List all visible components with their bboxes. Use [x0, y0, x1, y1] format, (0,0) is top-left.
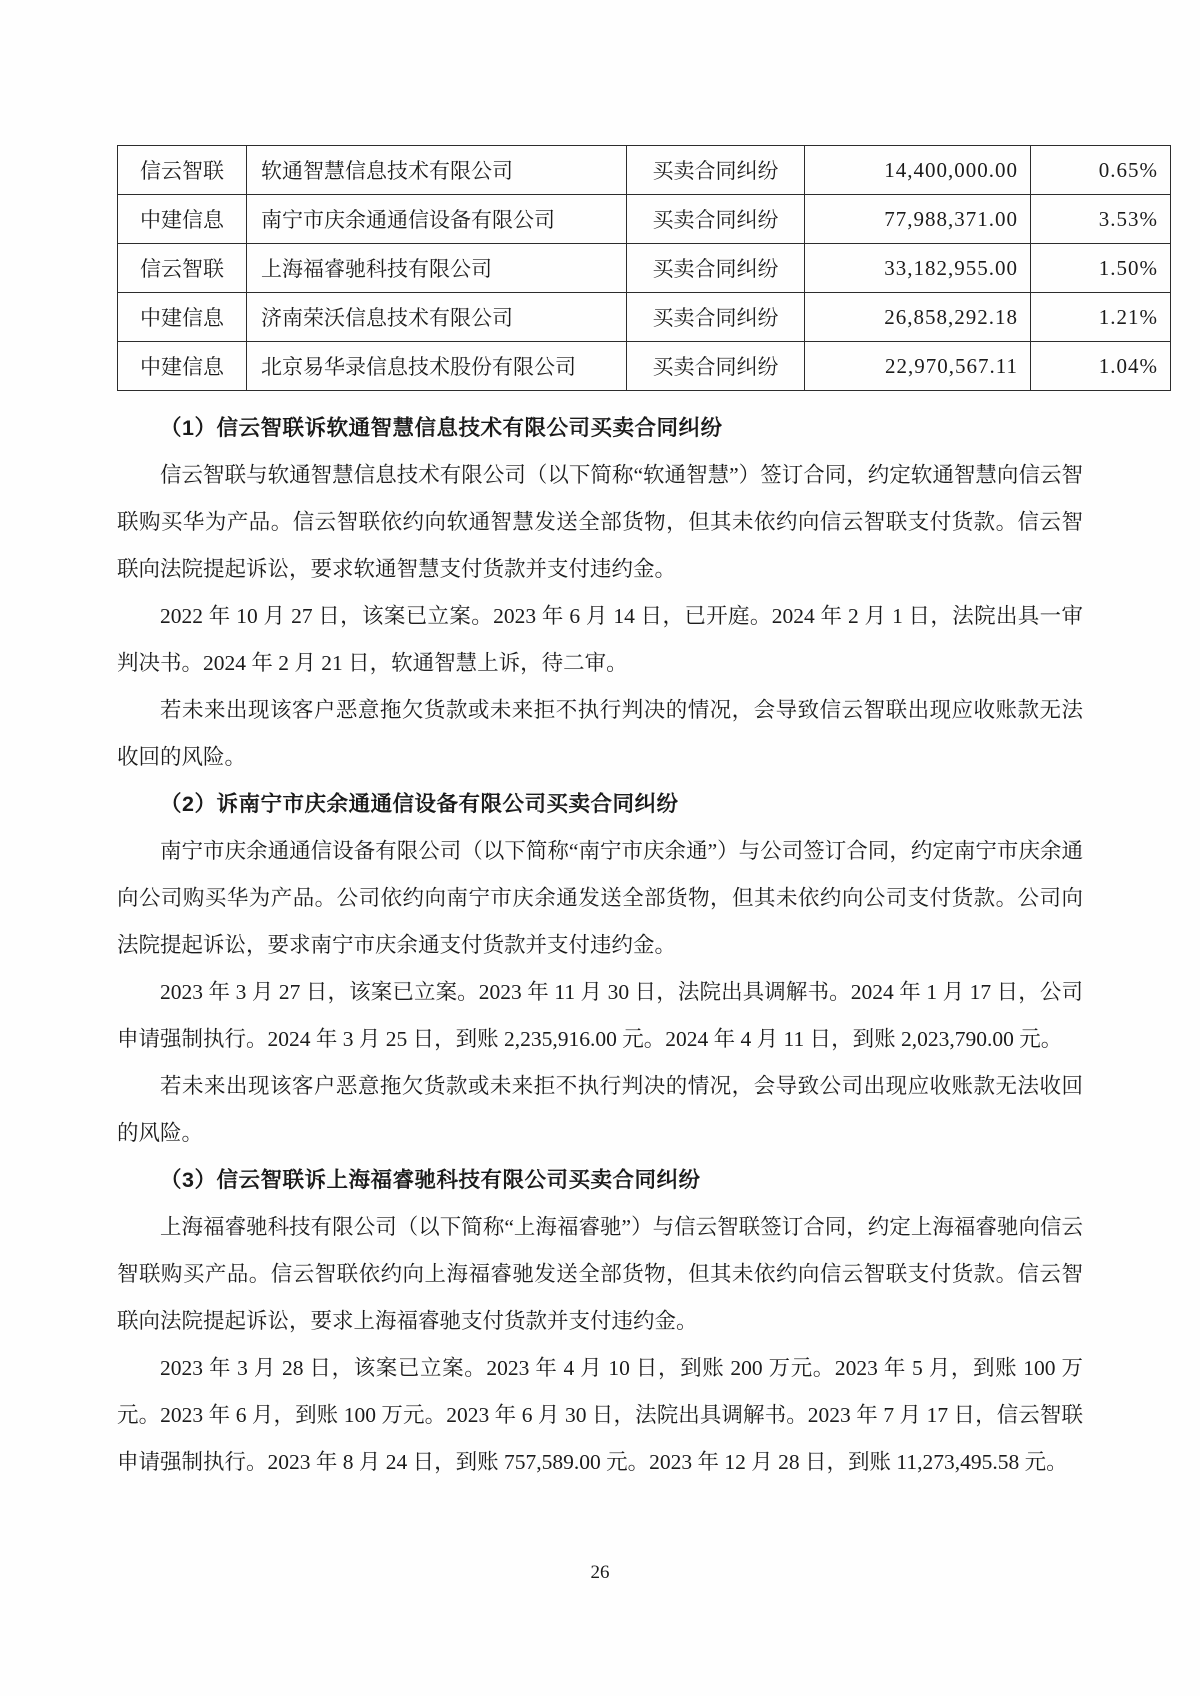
cell-percent: 0.65%	[1031, 146, 1171, 195]
page-number: 26	[590, 1562, 610, 1583]
cell-case-type: 买卖合同纠纷	[627, 244, 805, 293]
cell-case-type: 买卖合同纠纷	[627, 293, 805, 342]
body-text	[117, 405, 1083, 1486]
section-1-paragraph: 信云智联与软通智慧信息技术有限公司（以下简称“软通智慧”）签订合同，约定软通智慧向信云智联购买华为产品。信云智联依约向软通智慧发送全部货物，但其未依约向信云智联支付货款。信云智联向法院提起诉讼，要求软通智慧支付货款并支付违约金。	[117, 463, 1083, 581]
table-row	[118, 195, 1171, 244]
cell-plaintiff: 信云智联	[118, 244, 247, 293]
table-row	[118, 293, 1171, 342]
cell-case-type: 买卖合同纠纷	[627, 146, 805, 195]
cell-defendant: 北京易华录信息技术股份有限公司	[247, 342, 627, 391]
cell-percent: 1.21%	[1031, 293, 1171, 342]
table-row	[118, 244, 1171, 293]
section-2-paragraph: 南宁市庆余通通信设备有限公司（以下简称“南宁市庆余通”）与公司签订合同，约定南宁市庆余通向公司购买华为产品。公司依约向南宁市庆余通发送全部货物，但其未依约向公司支付货款。公司向法院提起诉讼，要求南宁市庆余通支付货款并支付违约金。	[117, 839, 1083, 957]
section-3-paragraph: 2023 年 3 月 28 日，该案已立案。2023 年 4 月 10 日，到账 200 万元。2023 年 5 月，到账 100 万元。2023 年 6 月，到账 100 万元。2023 年 6 月 30 日，法院出具调解书。2023 年 7 月 17 日，信云智联申请强制执行。2023 年 8 月 24 日，到账 757,589.00 元。2023 年 12 月 28 日，到账 11,273,495.58 元。	[117, 1356, 1083, 1474]
cell-plaintiff: 中建信息	[118, 195, 247, 244]
table-row	[118, 342, 1171, 391]
cell-percent: 3.53%	[1031, 195, 1171, 244]
section-3-paragraph: 上海福睿驰科技有限公司（以下简称“上海福睿驰”）与信云智联签订合同，约定上海福睿驰向信云智联购买产品。信云智联依约向上海福睿驰发送全部货物，但其未依约向信云智联支付货款。信云智联向法院提起诉讼，要求上海福睿驰支付货款并支付违约金。	[117, 1215, 1083, 1333]
cell-percent: 1.04%	[1031, 342, 1171, 391]
cell-plaintiff: 中建信息	[118, 293, 247, 342]
section-3-heading: （3）信云智联诉上海福睿驰科技有限公司买卖合同纠纷	[160, 1168, 701, 1192]
cell-amount: 26,858,292.18	[805, 293, 1031, 342]
table-row	[118, 146, 1171, 195]
cell-defendant: 南宁市庆余通通信设备有限公司	[247, 195, 627, 244]
cell-defendant: 上海福睿驰科技有限公司	[247, 244, 627, 293]
section-2-heading: （2）诉南宁市庆余通通信设备有限公司买卖合同纠纷	[160, 792, 679, 816]
section-2-paragraph: 2023 年 3 月 27 日，该案已立案。2023 年 11 月 30 日，法院出具调解书。2024 年 1 月 17 日，公司申请强制执行。2024 年 3 月 25 日，到账 2,235,916.00 元。2024 年 4 月 11 日，到账 2,023,790.00 元。	[117, 980, 1083, 1051]
cell-case-type: 买卖合同纠纷	[627, 342, 805, 391]
cell-amount: 22,970,567.11	[805, 342, 1031, 391]
section-1-heading: （1）信云智联诉软通智慧信息技术有限公司买卖合同纠纷	[160, 416, 723, 440]
litigation-table	[117, 145, 1171, 391]
cell-case-type: 买卖合同纠纷	[627, 195, 805, 244]
cell-defendant: 软通智慧信息技术有限公司	[247, 146, 627, 195]
section-2-paragraph: 若未来出现该客户恶意拖欠货款或未来拒不执行判决的情况，会导致公司出现应收账款无法收回的风险。	[117, 1074, 1083, 1145]
section-1-paragraph: 2022 年 10 月 27 日，该案已立案。2023 年 6 月 14 日，已开庭。2024 年 2 月 1 日，法院出具一审判决书。2024 年 2 月 21 日，软通智慧上诉，待二审。	[117, 604, 1083, 675]
cell-amount: 33,182,955.00	[805, 244, 1031, 293]
section-1-paragraph: 若未来出现该客户恶意拖欠货款或未来拒不执行判决的情况，会导致信云智联出现应收账款无法收回的风险。	[117, 698, 1083, 769]
cell-plaintiff: 信云智联	[118, 146, 247, 195]
cell-amount: 77,988,371.00	[805, 195, 1031, 244]
cell-defendant: 济南荣沃信息技术有限公司	[247, 293, 627, 342]
cell-percent: 1.50%	[1031, 244, 1171, 293]
cell-plaintiff: 中建信息	[118, 342, 247, 391]
litigation-table-body	[118, 146, 1171, 391]
cell-amount: 14,400,000.00	[805, 146, 1031, 195]
